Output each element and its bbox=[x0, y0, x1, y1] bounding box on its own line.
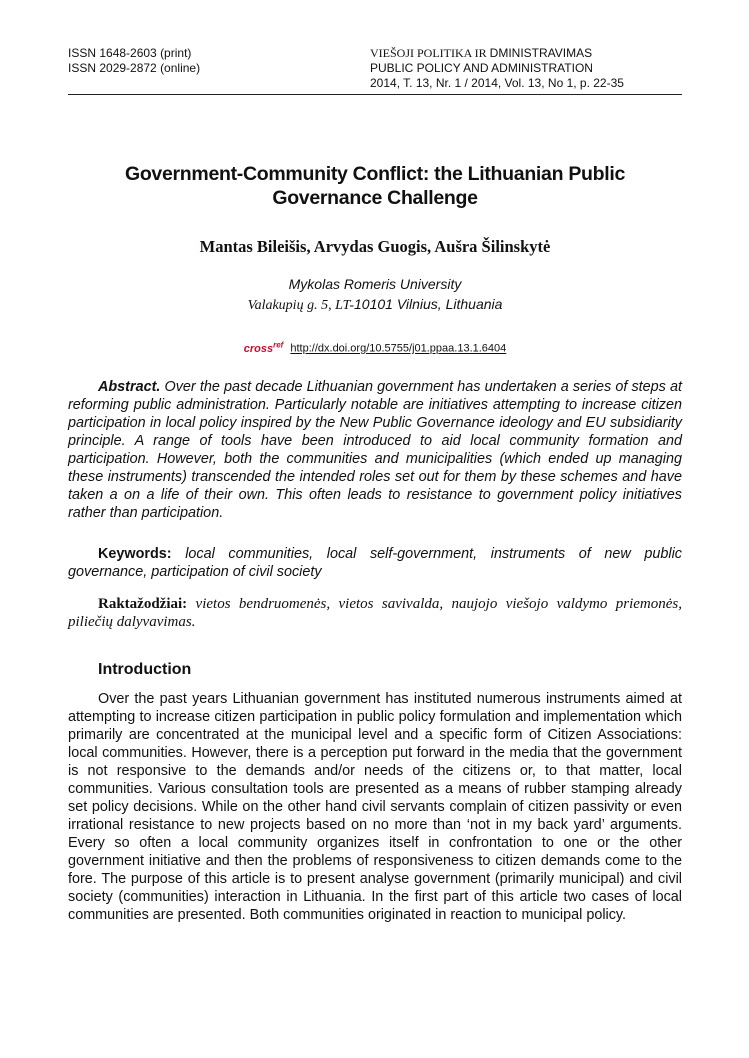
introduction-heading: Introduction bbox=[98, 661, 192, 678]
introduction-text: Over the past years Lithuanian government has instituted numerous instruments aimed at attempting to increase citizen participation in public policy formulation and implementation which primarily are concentrated at the municipal level and a specific form of Citizen Associations: local communities. However, there is a perception put forward in the media that the government is not responsive to the demands and/or needs of the citizens or, to that matter, local communities. Various consultation tools are presented as a means of rubber stamping already set policy decisions. While on the other hand civil servants complain of citizen passivity or even irrational resistance to new projects based on no more than ‘not in my back yard’ arguments. Every so often a local community organizes itself in confrontation to one or the other government initiative and then the problems of responsiveness to citizen demands come to the fore. The purpose of this article is to present analyse government (primarily municipal) and civil society (communities) interaction in Lithuania. In the first part of this article two cases of local communities are presented. Both communities originated in reaction to municipal policy. bbox=[68, 691, 682, 923]
header-rule bbox=[68, 94, 682, 95]
journal-block bbox=[370, 46, 624, 91]
journal-title-lt bbox=[370, 46, 624, 61]
paper-title bbox=[68, 162, 682, 210]
raktazodziai-text: vietos bendruomenės, vietos savivalda, naujojo viešojo valdymo priemonės, piliečių dalyvavimas. bbox=[68, 596, 682, 630]
issn-print: ISSN 1648-2603 (print) bbox=[68, 46, 192, 60]
issn-online: ISSN 2029-2872 (online) bbox=[68, 61, 201, 75]
keywords-label: Keywords: bbox=[98, 546, 172, 562]
university: Mykolas Romeris University bbox=[288, 276, 462, 292]
authors: Mantas Bileišis, Arvydas Guogis, Aušra Šilinskytė bbox=[199, 237, 551, 256]
title-line-2: Governance Challenge bbox=[272, 187, 478, 209]
address bbox=[68, 294, 682, 316]
raktazodziai-label: Raktažodžiai: bbox=[98, 596, 188, 612]
title-line-1: Government-Community Conflict: the Lithuanian Public bbox=[124, 163, 626, 185]
affiliation bbox=[68, 274, 682, 316]
crossref-logo: cross$^{ref}$ bbox=[243, 340, 284, 355]
issn-block bbox=[68, 46, 200, 76]
address-part2: 10101 Vilnius, Lithuania bbox=[354, 296, 503, 312]
address-part1: Valakupių g. 5, LT- bbox=[247, 298, 354, 313]
raktazodziai bbox=[68, 595, 682, 631]
doi-link[interactable]: http://dx.doi.org/10.5755/j01.ppaa.13.1.6404 bbox=[290, 342, 507, 355]
abstract-label: Abstract. bbox=[98, 379, 161, 395]
abstract-text: Over the past decade Lithuanian government has undertaken a series of steps at reforming public administration. Particularly notable are initiatives attempting to increase citizen participation in local policy inspired by the New Public Governance ideology and EU subsidiarity principle. A range of tools have been introduced to aid local community formation and participation. However, both the communities and municipalities (which ended up managing these instruments) transcended the intended roles set out for them by these schemes and have taken a on a life of their own. This often leads to resistance to government policy initiatives rather than participation. bbox=[68, 379, 682, 521]
journal-title-lt-part2: DMINISTRAVIMAS bbox=[489, 46, 593, 60]
keywords bbox=[68, 545, 682, 581]
journal-volume: 2014, T. 13, Nr. 1 / 2014, Vol. 13, No 1, p. 22-35 bbox=[370, 76, 624, 90]
journal-title-lt-part1: VIEŠOJI POLITIKA IR bbox=[370, 46, 490, 60]
doi-line bbox=[68, 340, 682, 355]
keywords-text: local communities, local self-government, instruments of new public governance, participation of civil society bbox=[68, 546, 682, 580]
journal-title-en: PUBLIC POLICY AND ADMINISTRATION bbox=[370, 61, 593, 75]
abstract bbox=[68, 378, 682, 522]
